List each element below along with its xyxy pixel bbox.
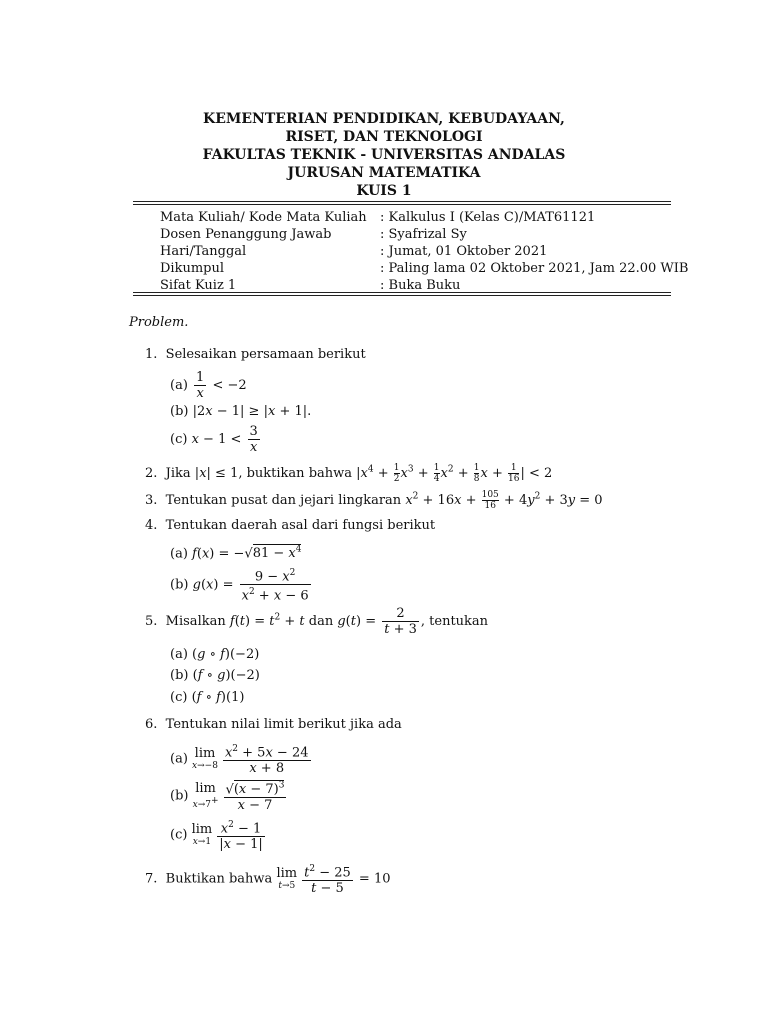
sub-label: (a): [170, 546, 188, 562]
header-line: FAKULTAS TEKNIK - UNIVERSITAS ANDALAS: [202, 147, 566, 163]
sub-label: (a): [170, 751, 188, 767]
info-row: [160, 243, 688, 260]
math-fraction: $\frac{3}{x}$: [249, 424, 258, 455]
math-fraction: $\frac{t^2 - 25}{t - 5}$: [304, 864, 351, 897]
limit-operator: lim t→5: [276, 866, 298, 892]
info-row: [160, 260, 688, 277]
question-text: Misalkan: [165, 614, 226, 629]
info-label: Dikumpul: [160, 261, 225, 276]
question-number: 2.: [145, 466, 158, 481]
question-5c: (c) (f ∘ f)(1): [170, 690, 245, 705]
question-number: 5.: [145, 614, 158, 629]
info-row: [160, 226, 688, 243]
question-5: 5. Misalkan $f(t) = t^2 + t$ dan g(t) = $\frac{2}{t + 3}$ , tentukan: [145, 606, 489, 637]
header: [0, 110, 768, 200]
header-line: KUIS 1: [356, 183, 412, 199]
question-number: 6.: [145, 717, 158, 732]
course-info: [160, 209, 688, 294]
limit-operator: lim x→1: [191, 822, 213, 848]
sub-label: (b): [170, 788, 189, 804]
question-number: 1.: [145, 347, 158, 362]
question-5b: (b) (f ∘ g)(−2): [170, 668, 260, 683]
question-number: 7.: [145, 871, 158, 887]
math-fraction: $\frac{2}{t + 3}$: [384, 606, 417, 637]
question-4a: (a) $f(x) = -√81 - x^4$: [170, 545, 302, 562]
question-6c: [170, 818, 267, 852]
question-text: Jika: [165, 466, 191, 481]
info-label: Hari/Tanggal: [160, 244, 247, 259]
sub-label: (a): [170, 647, 188, 662]
info-label: Mata Kuliah/ Kode Mata Kuliah: [160, 210, 367, 225]
info-label: Dosen Penanggung Jawab: [160, 227, 332, 242]
header-line: RISET, DAN TEKNOLOGI: [285, 129, 483, 145]
sub-label: (b): [170, 404, 189, 419]
header-line: KEMENTERIAN PENDIDIKAN, KEBUDAYAAN,: [203, 111, 565, 127]
problem-label: Problem.: [129, 315, 189, 330]
question-6: [145, 717, 402, 732]
info-value: : Syafrizal Sy: [380, 227, 467, 242]
math-fraction: $\frac{√(x - 7)^3}{x - 7}$: [225, 781, 285, 814]
sub-label: (b): [170, 577, 189, 593]
question-number: 3.: [145, 493, 158, 508]
header-line: JURUSAN MATEMATIKA: [287, 165, 481, 181]
sub-label: (c): [170, 690, 188, 705]
sub-label: (c): [170, 432, 188, 447]
question-text: Tentukan pusat dan jejari lingkaran: [165, 493, 402, 508]
question-text-dan: dan: [308, 614, 334, 629]
info-value: : Buka Buku: [380, 278, 461, 293]
info-row: [160, 209, 688, 226]
info-label: Sifat Kuiz 1: [160, 278, 237, 293]
info-value: : Jumat, 01 Oktober 2021: [380, 244, 548, 259]
question-text: Tentukan nilai limit berikut jika ada: [165, 717, 402, 732]
math-fraction: $\frac{9 - x^2}{x^2 + x - 6}$: [241, 568, 309, 604]
question-text-tail: , tentukan: [420, 614, 489, 629]
question-5a: (a) (g ∘ f)(−2): [170, 647, 260, 662]
question-6b: [170, 779, 288, 813]
math-fraction: $\frac{x^2 + 5x - 24}{x + 8}$: [224, 744, 309, 777]
question-3: 3. Tentukan pusat dan jejari lingkaran $x^2 + 16x$ + $\frac{105}{16}$ + $4y^2 + 3y = 0$: [145, 490, 603, 511]
sub-label: (c): [170, 827, 188, 843]
math-fraction: $\frac{1}{x}$: [196, 370, 205, 401]
question-text: Selesaikan persamaan berikut: [165, 347, 366, 362]
divider-bottom: [133, 292, 671, 296]
question-6a: [170, 742, 313, 776]
divider-top: [133, 201, 671, 205]
question-2: 2. Jika |x| ≤ 1, buktikan bahwa $|x^4$ + $\frac{1}{2}$ $x^3$ + $\frac{1}{4}$ $x^2$ + $\frac{1}{8}$ x + $\frac{1}{16}$ | < 2: [145, 463, 553, 484]
info-value: : Paling lama 02 Oktober 2021, Jam 22.00 WIB: [380, 261, 689, 276]
question-1a: (a) $\frac{1}{x}$ < −2: [170, 370, 247, 401]
question-1b: (b) |2x − 1| ≥ |x + 1|.: [170, 404, 312, 419]
limit-operator: lim x→−8: [192, 746, 218, 772]
question-text: Tentukan daerah asal dari fungsi berikut: [165, 518, 436, 533]
question-4b: (b) g(x) = $\frac{9 - x^2}{x^2 + x - 6}$: [170, 568, 309, 604]
info-value: : Kalkulus I (Kelas C)/MAT61121: [380, 210, 596, 225]
sub-label: (a): [170, 378, 188, 393]
question-text: Buktikan bahwa: [165, 871, 273, 887]
question-4: [145, 518, 435, 533]
sub-label: (b): [170, 668, 189, 683]
question-7: 7. Buktikan bahwa lim t→5 $\frac{t^2 - 25}{t - 5}$ = 10: [145, 864, 391, 897]
math-fraction: $\frac{x^2 - 1}{|x - 1|}$: [219, 820, 263, 853]
limit-operator: lim x→7+: [192, 781, 219, 811]
question-number: 4.: [145, 518, 158, 533]
question-1c: (c) x − 1 < $\frac{3}{x}$: [170, 424, 258, 455]
question-1: [145, 347, 366, 362]
